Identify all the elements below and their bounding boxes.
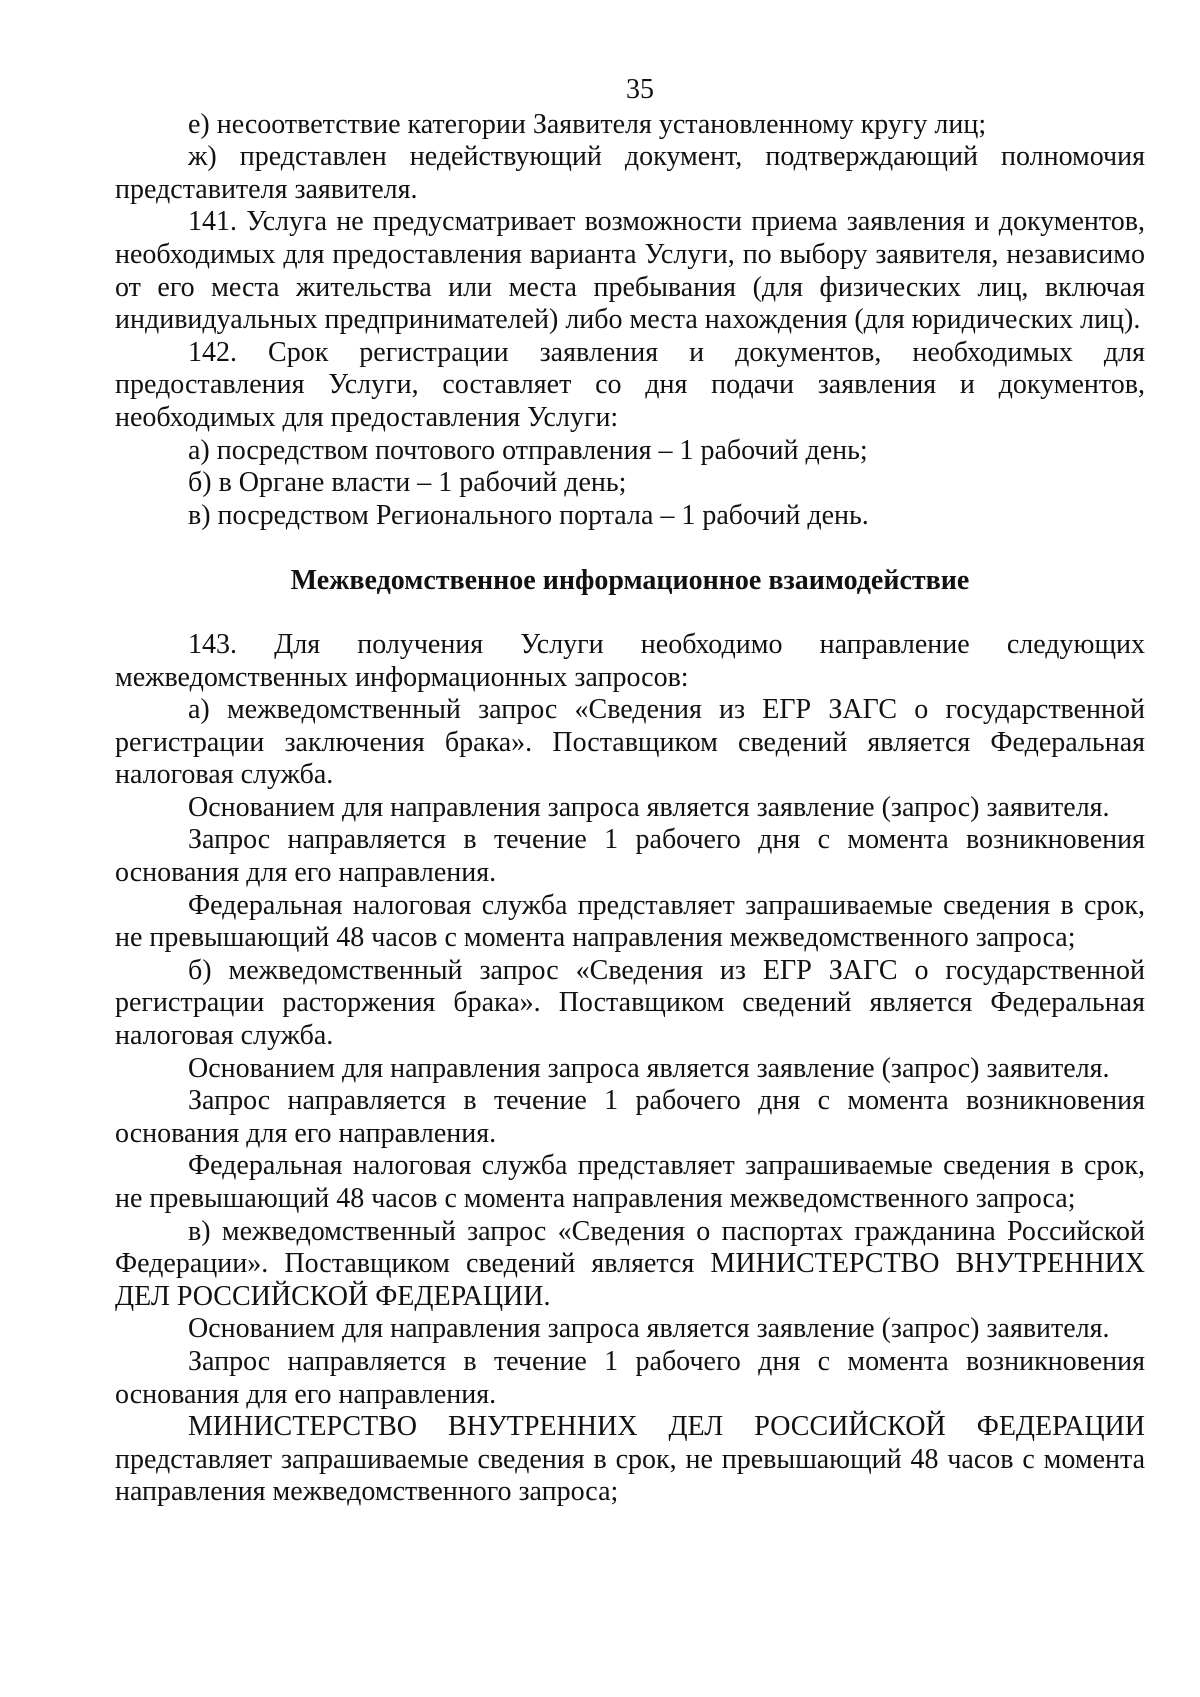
paragraph-142-v: в) посредством Регионального портала – 1 рабочий день.: [188, 499, 869, 531]
paragraph-143-b-response: Федеральная налоговая служба представляет запрашиваемые сведения в срок, не превышающий 48 часов с момента направления межведомственного запроса;: [115, 1150, 1145, 1214]
paragraph-142: 142. Срок регистрации заявления и документов, необходимых для предоставления Услуги, составляет со дня подачи заявления и документов, необходимых для предоставления Услуги:: [115, 336, 1145, 433]
paragraph-143-b: б) межведомственный запрос «Сведения из ЕГР ЗАГС о государственной регистрации расторжения брака». Поставщиком сведений является Федеральная налоговая служба.: [115, 954, 1145, 1052]
paragraph-142-a: а) посредством почтового отправления – 1 рабочий день;: [188, 434, 868, 466]
paragraph-143-a-response: Федеральная налоговая служба представляет запрашиваемые сведения в срок, не превышающий 48 часов с момента направления межведомственного запроса;: [115, 889, 1145, 954]
page-number: 35: [626, 74, 654, 105]
paragraph-item-zh: ж) представлен недействующий документ, подтверждающий полномочия представителя заявителя.: [115, 141, 1145, 205]
paragraph-143-a-timing: Запрос направляется в течение 1 рабочего дня с момента возникновения основания для его направления.: [115, 824, 1145, 889]
paragraph-143-a-basis: Основанием для направления запроса является заявление (запрос) заявителя.: [188, 791, 1110, 823]
paragraph-143-b-basis: Основанием для направления запроса является заявление (запрос) заявителя.: [188, 1052, 1110, 1084]
paragraph-142-b: б) в Органе власти – 1 рабочий день;: [188, 467, 627, 499]
paragraph-item-e: е) несоответствие категории Заявителя установленному кругу лиц;: [188, 108, 987, 140]
paragraph-143: 143. Для получения Услуги необходимо направление следующих межведомственных информационных запросов:: [115, 628, 1145, 693]
paragraph-143-b-timing: Запрос направляется в течение 1 рабочего дня с момента возникновения основания для его направления.: [115, 1085, 1145, 1149]
paragraph-143-v-basis: Основанием для направления запроса является заявление (запрос) заявителя.: [188, 1313, 1110, 1345]
section-heading: Межведомственное информационное взаимодействие: [290, 565, 970, 597]
paragraph-143-a: а) межведомственный запрос «Сведения из ЕГР ЗАГС о государственной регистрации заключения брака». Поставщиком сведений является Федеральная налоговая служба.: [115, 694, 1145, 791]
paragraph-143-v-timing: Запрос направляется в течение 1 рабочего дня с момента возникновения основания для его направления.: [115, 1345, 1145, 1410]
paragraph-141: 141. Услуга не предусматривает возможности приема заявления и документов, необходимых для предоставления варианта Услуги, по выбору заявителя, независимо от его места жительства или места пребывания (для физических лиц, включая индивидуальных предпринимателей) либо места нахождения (для юридических лиц).: [115, 206, 1145, 336]
paragraph-143-v: в) межведомственный запрос «Сведения о паспортах гражданина Российской Федерации». Поставщиком сведений является МИНИСТЕРСТВО ВНУТРЕННИХ ДЕЛ РОССИЙСКОЙ ФЕДЕРАЦИИ.: [115, 1215, 1145, 1312]
paragraph-143-v-response: МИНИСТЕРСТВО ВНУТРЕННИХ ДЕЛ РОССИЙСКОЙ ФЕДЕРАЦИИ представляет запрашиваемые сведения в срок, не превышающий 48 часов с момента направления межведомственного запроса;: [115, 1411, 1145, 1508]
